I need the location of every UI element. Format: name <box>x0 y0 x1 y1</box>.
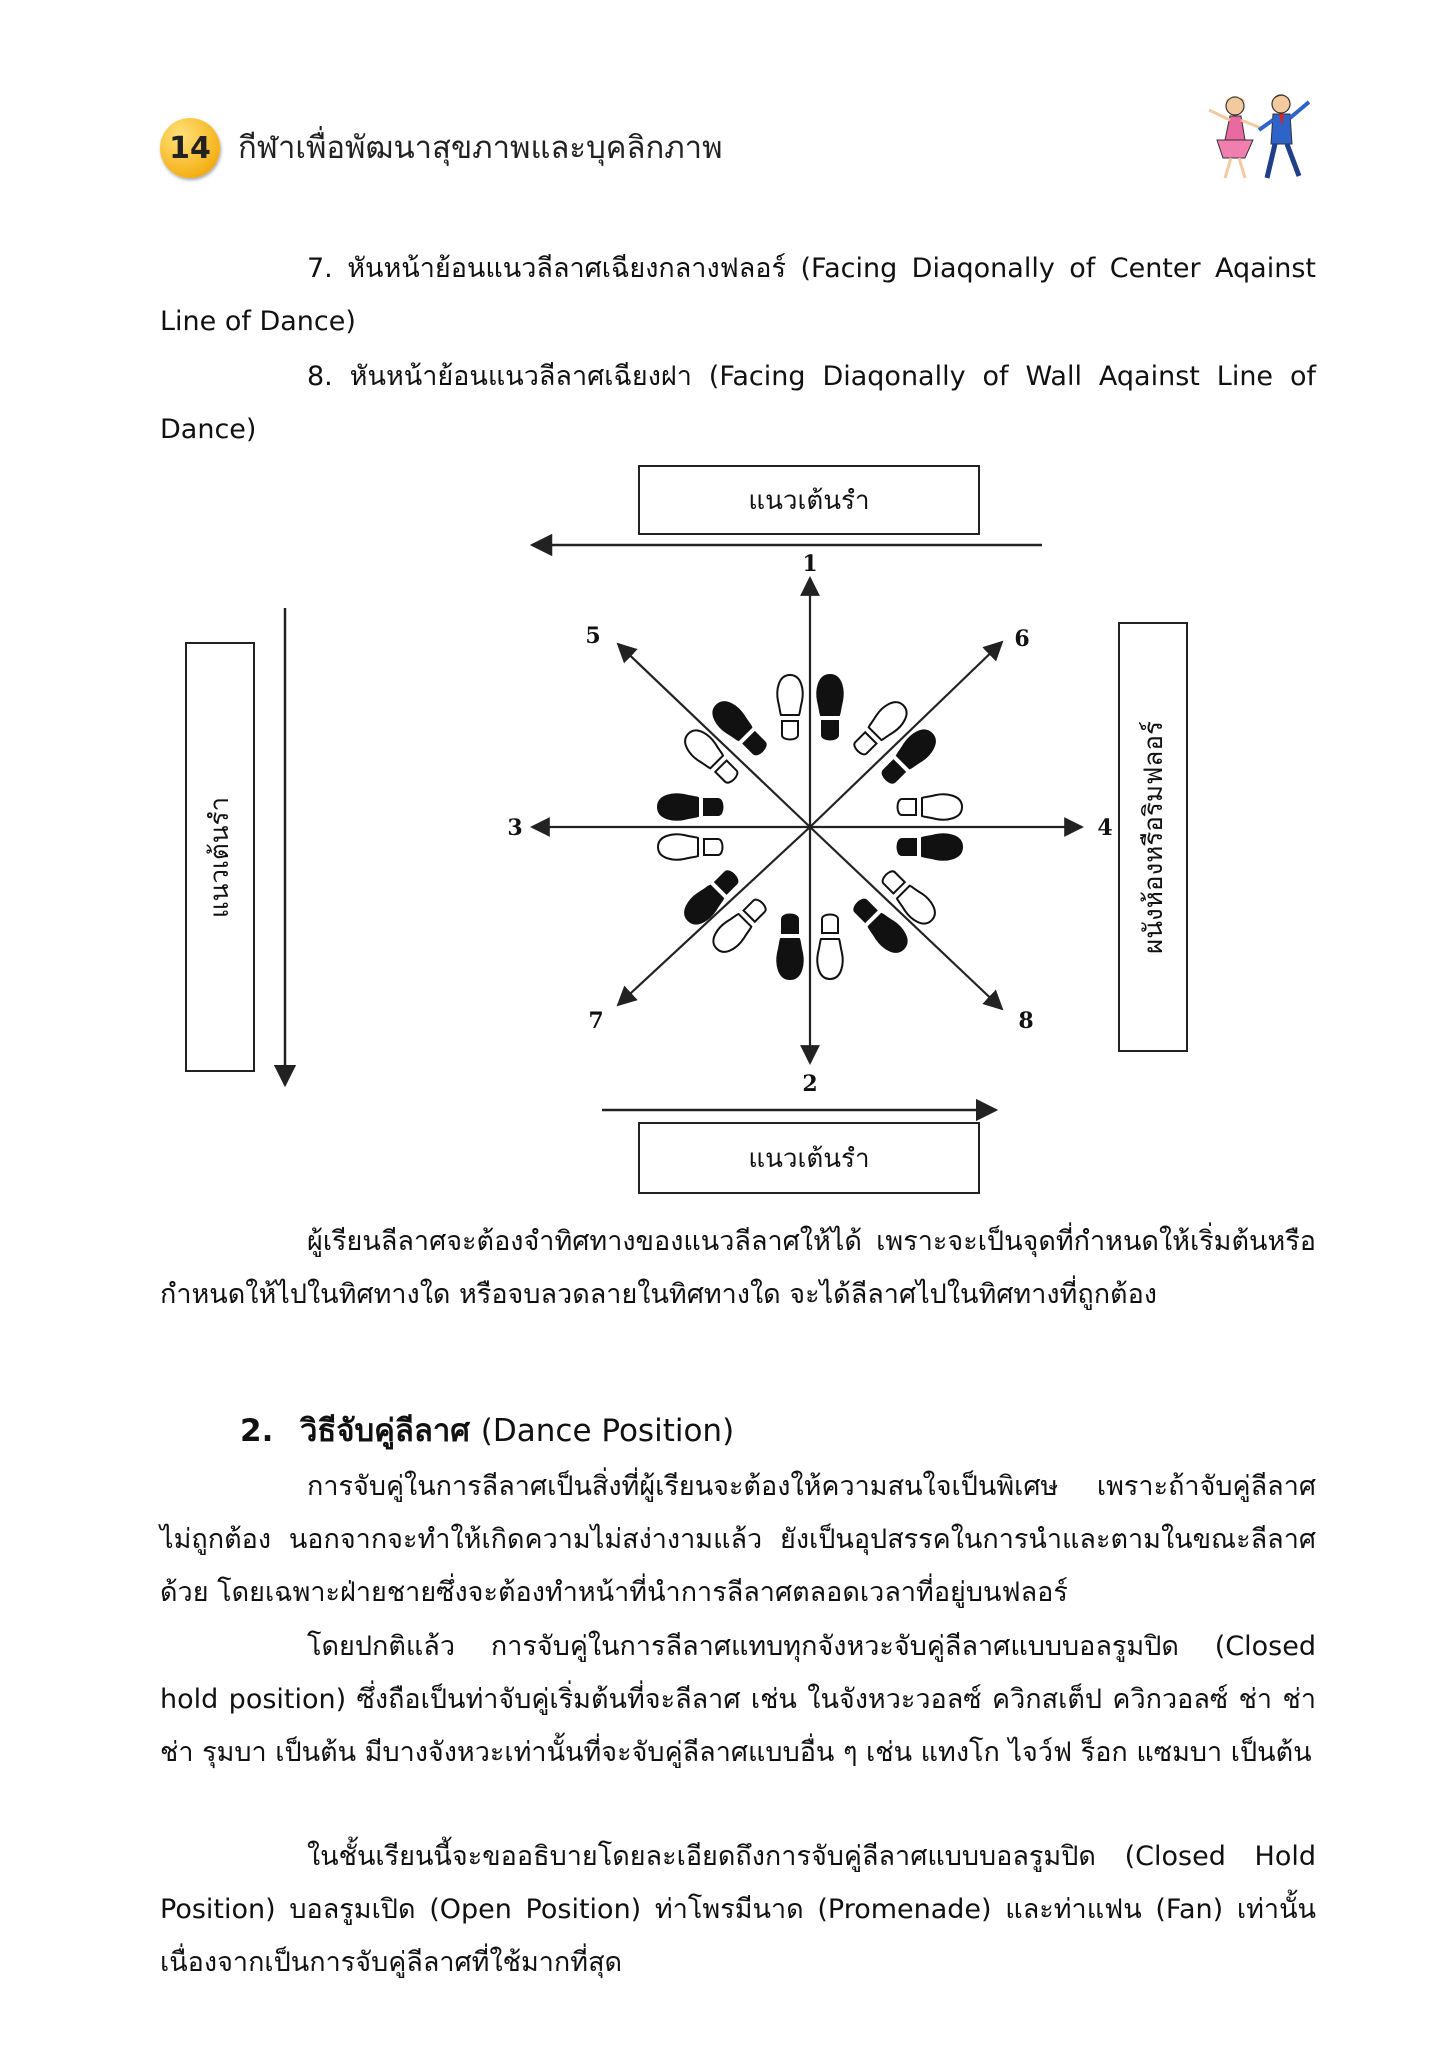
paragraph-line-of-dance: ผู้เรียนลีลาศจะต้องจำทิศทางของแนวลีลาศให้ได้ เพราะจะเป็นจุดที่กำหนดให้เริ่มต้นหรือกำหนดให้ไปในทิศทางใด หรือจบลวดลายในทิศทางใด จะได้ลีลาศไปในทิศทางที่ถูกต้อง <box>160 1226 1316 1310</box>
section-subtitle: (Dance Position) <box>480 1413 735 1449</box>
direction-arrows-svg <box>160 460 1316 1200</box>
footprint-white-3 <box>658 834 723 859</box>
footprint-black-1 <box>817 675 842 740</box>
running-header-title: กีฬาเพื่อพัฒนาสุขภาพและบุคลิกภาพ <box>238 130 723 166</box>
page-number: 14 <box>169 130 211 166</box>
section-heading <box>240 1405 734 1455</box>
direction-number-3: 3 <box>507 815 523 841</box>
bottom-label: แนวเต้นรำ <box>748 1143 870 1174</box>
direction-number-6: 6 <box>1014 626 1030 652</box>
direction-number-5: 5 <box>585 623 601 649</box>
direction-number-7: 7 <box>588 1008 604 1034</box>
left-label: แนวเต้นรำ <box>205 796 236 918</box>
line-of-dance-diagram <box>160 460 1316 1200</box>
paragraph-closed-hold: โดยปกติแล้ว การจับคู่ในการลีลาศแทบทุกจังหวะจับคู่ลีลาศแบบบอลรูมปิด (Closed hold position) ซึ่งถือเป็นท่าจับคู่เริ่มต้นที่จะลีลาศ เช่น ในจังหวะวอลซ์ ควิกสเต็ป ควิกวอลซ์ ช่า ช่า ช่า รุมบา เป็นต้น มีบางจังหวะเท่านั้นที่จะจับคู่ลีลาศแบบอื่น ๆ เช่น แทงโก ไจว์ฟ ร็อก แซมบา เป็นต้น <box>160 1631 1316 1768</box>
right-label: ผนังห้องหรือริมฟลอร์ <box>1138 720 1169 954</box>
list-item-7: 7. หันหน้าย้อนแนวลีลาศเฉียงกลางฟลอร์ (Facing Diaqonally of Center Aqainst Line of Dance) <box>160 253 1316 337</box>
direction-number-4: 4 <box>1097 815 1113 841</box>
direction-number-2: 2 <box>802 1071 818 1097</box>
footprint-black-4 <box>898 834 963 859</box>
footprint-white-1 <box>777 675 802 740</box>
paragraph-positions-list: ในชั้นเรียนนี้จะขออธิบายโดยละเอียดถึงการจับคู่ลีลาศแบบบอลรูมปิด (Closed Hold Position) บอลรูมเปิด (Open Position) ท่าโพรมีนาด (Promenade) และท่าแฟน (Fan) เท่านั้น เนื่องจากเป็นการจับคู่ลีลาศที่ใช้มากที่สุด <box>160 1841 1316 1978</box>
footprint-black-2 <box>777 915 802 980</box>
section-number: 2. <box>240 1413 274 1449</box>
dancing-couple-icon <box>1195 92 1320 184</box>
list-item-8: 8. หันหน้าย้อนแนวลีลาศเฉียงฝา (Facing Diaqonally of Wall Aqainst Line of Dance) <box>160 361 1316 445</box>
footprint-white-2 <box>817 915 842 980</box>
top-label: แนวเต้นรำ <box>748 485 870 516</box>
page-number-badge <box>160 118 220 178</box>
direction-number-1: 1 <box>802 551 818 577</box>
footprint-white-4 <box>898 794 963 819</box>
section-title: วิธีจับคู่ลีลาศ <box>300 1413 470 1449</box>
paragraph-dance-position-intro: การจับคู่ในการลีลาศเป็นสิ่งที่ผู้เรียนจะต้องให้ความสนใจเป็นพิเศษ เพราะถ้าจับคู่ลีลาศไม่ถูกต้อง นอกจากจะทำให้เกิดความไม่สง่างามแล้ว ยังเป็นอุปสรรคในการนำและตามในขณะลีลาศด้วย โดยเฉพาะฝ่ายชายซึ่งจะต้องทำหน้าที่นำการลีลาศตลอดเวลาที่อยู่บนฟลอร์ <box>160 1471 1316 1608</box>
footprint-black-3 <box>658 794 723 819</box>
direction-number-8: 8 <box>1018 1008 1034 1034</box>
